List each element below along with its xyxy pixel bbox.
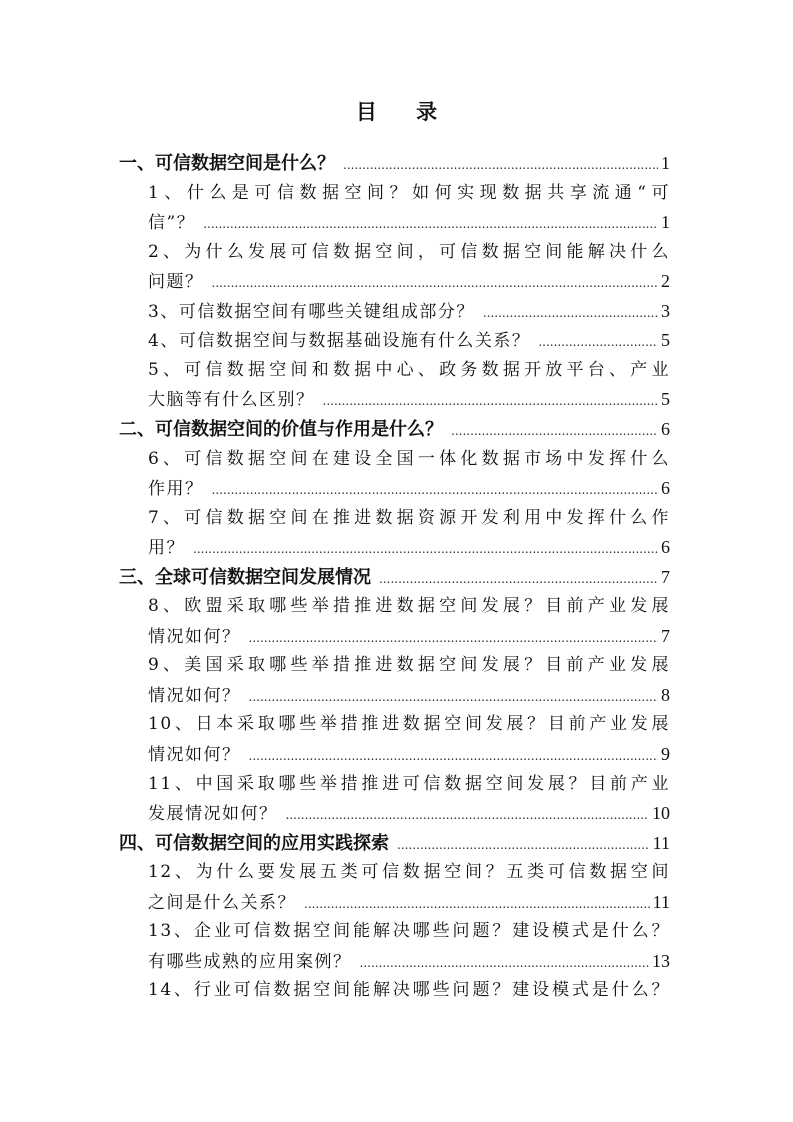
toc-entry[interactable] xyxy=(148,296,670,326)
dot-leader xyxy=(203,209,658,237)
dot-leader xyxy=(193,534,658,562)
toc-entry[interactable] xyxy=(148,857,670,887)
dot-leader xyxy=(451,416,658,444)
toc-entry[interactable] xyxy=(148,769,670,799)
toc-section[interactable] xyxy=(119,414,670,444)
toc-text: 二、可信数据空间的价值与作用是什么？ xyxy=(119,418,443,440)
toc-text: 6、可信数据空间在建设全国一体化数据市场中发挥什么 xyxy=(148,448,670,469)
toc-text: 三、全球可信数据空间发展情况 xyxy=(119,566,371,588)
toc-entry[interactable] xyxy=(148,650,670,680)
page-number: 9 xyxy=(661,744,670,764)
toc-text: 14、行业可信数据空间能解决哪些问题？建设模式是什么？ xyxy=(148,980,670,1001)
page-number: 13 xyxy=(652,950,670,971)
page-number: 7 xyxy=(661,566,670,587)
toc-text: 3、可信数据空间有哪些关键组成部分？ xyxy=(148,301,475,322)
dot-leader xyxy=(323,386,659,414)
toc-cont[interactable] xyxy=(148,887,670,917)
toc-cont[interactable] xyxy=(148,384,670,414)
page-number: 6 xyxy=(661,418,670,439)
toc-cont[interactable] xyxy=(148,266,670,296)
page-number: 10 xyxy=(652,803,670,824)
dot-leader xyxy=(397,830,650,858)
toc-entry[interactable] xyxy=(148,355,670,385)
toc-text: 1、什么是可信数据空间？如何实现数据共享流通“可 xyxy=(148,182,670,203)
page-number: 11 xyxy=(652,832,670,853)
dot-leader xyxy=(379,564,658,592)
toc-text: 11、中国采取哪些举措推进可信数据空间发展？目前产业 xyxy=(148,773,670,794)
toc-text: 发展情况如何？ xyxy=(148,804,278,825)
toc-text: 13、企业可信数据空间能解决哪些问题？建设模式是什么？ xyxy=(148,921,670,942)
dot-leader xyxy=(304,889,650,917)
toc-text: 7、可信数据空间在推进数据资源开发利用中发挥什么作 xyxy=(148,507,670,528)
toc-entry[interactable] xyxy=(148,709,670,739)
toc-text: 有哪些成熟的应用案例？ xyxy=(148,951,352,972)
toc-entry[interactable] xyxy=(148,237,670,267)
toc-cont[interactable] xyxy=(148,946,670,976)
toc-text: 8、欧盟采取哪些举措推进数据空间发展？目前产业发展 xyxy=(148,596,670,617)
toc-text: 12、为什么要发展五类可信数据空间？五类可信数据空间 xyxy=(148,862,670,883)
toc-cont[interactable] xyxy=(148,621,670,651)
dot-leader xyxy=(249,682,659,710)
toc-cont[interactable] xyxy=(148,532,670,562)
toc-cont[interactable] xyxy=(148,739,670,769)
toc-entry[interactable] xyxy=(148,503,670,533)
toc-entry[interactable] xyxy=(148,178,670,208)
page-number: 8 xyxy=(661,684,670,705)
toc-entry[interactable] xyxy=(148,975,670,1005)
dot-leader xyxy=(343,150,658,178)
page-number: 3 xyxy=(661,300,670,321)
page-number: 6 xyxy=(661,537,670,558)
toc-text: 9、美国采取哪些举措推进数据空间发展？目前产业发展 xyxy=(148,655,670,676)
toc-text: 情况如何？ xyxy=(148,685,241,706)
toc-section[interactable] xyxy=(119,148,670,178)
dot-leader xyxy=(286,800,650,828)
dot-leader xyxy=(360,948,650,976)
toc-text: 4、可信数据空间与数据基础设施有什么关系？ xyxy=(148,331,531,352)
toc-cont[interactable] xyxy=(148,473,670,503)
page-number: 5 xyxy=(661,330,670,351)
dot-leader xyxy=(538,327,658,355)
toc-text: 信”？ xyxy=(148,213,196,234)
page-number: 1 xyxy=(661,212,670,233)
toc-text: 大脑等有什么区别？ xyxy=(148,390,315,411)
dot-leader xyxy=(249,741,659,769)
page-number: 11 xyxy=(652,891,670,912)
page-number: 2 xyxy=(661,271,670,292)
dot-leader xyxy=(212,475,659,503)
toc-text: 一、可信数据空间是什么？ xyxy=(119,153,335,174)
toc-text: 5、可信数据空间和数据中心、政务数据开放平台、产业 xyxy=(148,359,670,380)
page-number: 7 xyxy=(661,625,670,646)
toc-cont[interactable] xyxy=(148,207,670,237)
toc-text: 作用？ xyxy=(148,479,204,500)
toc-title: 目 录 xyxy=(355,100,454,124)
dot-leader xyxy=(483,298,658,326)
toc-entry[interactable] xyxy=(148,325,670,355)
toc-text: 用？ xyxy=(148,538,185,559)
toc-text: 2、为什么发展可信数据空间，可信数据空间能解决什么 xyxy=(148,241,670,262)
toc-text: 之间是什么关系？ xyxy=(148,892,296,913)
toc-entry[interactable] xyxy=(148,591,670,621)
toc-text: 情况如何？ xyxy=(148,626,241,647)
page-number: 6 xyxy=(661,478,670,499)
toc-entry[interactable] xyxy=(148,444,670,474)
toc-text: 问题？ xyxy=(148,272,204,293)
toc-section[interactable] xyxy=(119,562,670,592)
page-number: 5 xyxy=(661,389,670,410)
dot-leader xyxy=(212,268,659,296)
toc-text: 10、日本采取哪些举措推进数据空间发展？目前产业发展 xyxy=(148,714,670,735)
toc-section[interactable] xyxy=(119,828,670,858)
toc-cont[interactable] xyxy=(148,680,670,710)
toc-entry[interactable] xyxy=(148,916,670,946)
page-number: 1 xyxy=(661,153,670,173)
toc-text: 四、可信数据空间的应用实践探索 xyxy=(119,832,389,854)
toc-text: 情况如何？ xyxy=(148,745,241,765)
toc-cont[interactable] xyxy=(148,798,670,828)
dot-leader xyxy=(249,623,659,651)
